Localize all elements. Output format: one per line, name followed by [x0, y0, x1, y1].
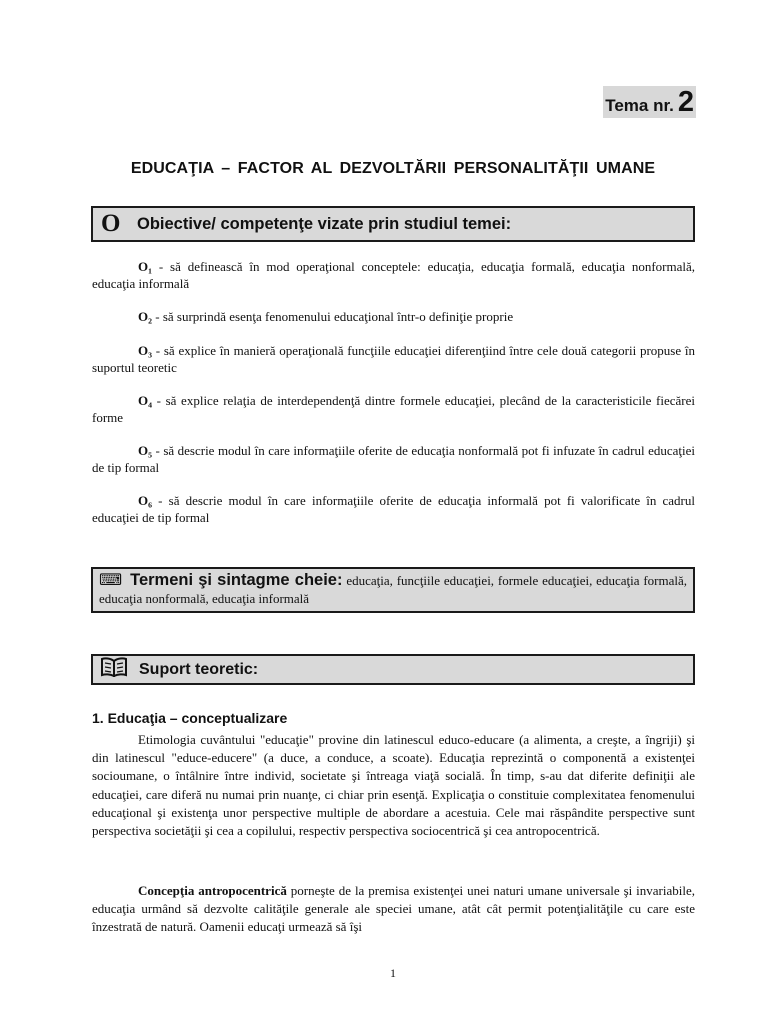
document-title: EDUCAŢIA – FACTOR AL DEZVOLTĂRII PERSONALITĂŢII UMANE	[130, 160, 656, 177]
objective-text: - să definească în mod operaţional conceptele: educaţia, educaţia formală, educaţia nonformală, educaţia informală	[92, 259, 695, 291]
objective-item	[92, 342, 695, 376]
keywords-list: educaţia, funcţiile educaţiei, formele educaţiei, educaţia formală, educaţia nonformală, educaţia informală	[99, 573, 687, 606]
objective-text: - să explice în manieră operaţională funcţiile educaţiei diferenţiind între cele două categorii propuse în suportul teoretic	[92, 343, 695, 375]
objectives-icon: O	[101, 210, 121, 237]
objective-item	[92, 308, 695, 325]
body-paragraph	[92, 882, 695, 937]
support-box	[91, 654, 695, 685]
section-heading: 1. Educaţia – conceptualizare	[92, 710, 288, 726]
body-paragraph	[92, 731, 695, 840]
objectives-box	[91, 206, 695, 242]
objective-item	[92, 392, 695, 426]
objective-item	[92, 442, 695, 476]
objective-text: - să surprindă esenţa fenomenului educaţional într-o definiţie proprie	[152, 309, 514, 324]
objective-item	[92, 492, 695, 526]
topic-number: 2	[677, 86, 694, 118]
paragraph-text: Etimologia cuvântului "educaţie" provine din latinescul educo-educare (a alimenta, a creşte, a îngriji) şi din latinescul "educe-educere" (a duce, a conduce, a scoate). Educaţia reprezintă o componentă a existenţei socioumane, o întâlnire între individ, societate şi întreaga viaţă socială. În timp, s-au dat diferite definiţii ale educaţiei, care diferă nu numai prin nuanţe, ci chiar prin esenţă. Explicaţia o constituie complexitatea fenomenului educaţional şi existenţa unor perspective multiple de abordare a acestuia. Cele mai răspândite perspective sunt perspectiva societăţii şi cea a copilului, respectiv perspectiva sociocentrică şi cea antropocentrică.	[92, 732, 695, 839]
objective-text: - să explice relaţia de interdependenţă dintre formele educaţiei, plecând de la caracteristicile fiecărei forme	[92, 393, 695, 425]
objective-code: O₅	[138, 443, 153, 458]
objective-text: - să descrie modul în care informaţiile oferite de educaţia informală pot fi valorificate în cadrul educaţiei de tip formal	[92, 493, 695, 525]
topic-number-badge	[603, 86, 696, 118]
support-heading: Suport teoretic:	[139, 660, 259, 678]
objectives-heading: Obiective/ competenţe vizate prin studiul temei:	[137, 214, 512, 233]
page-number: 1	[390, 966, 396, 980]
paragraph-emphasis: Concepţia antropocentrică	[138, 883, 287, 898]
objective-code: O₄	[138, 393, 153, 408]
book-icon	[101, 657, 131, 683]
objective-text: - să descrie modul în care informaţiile oferite de educaţia nonformală pot fi infuzate în cadrul educaţiei de tip formal	[92, 443, 695, 475]
objective-code: O₂	[138, 309, 153, 324]
objective-code: O₃	[138, 343, 153, 358]
paragraph-text: porneşte de la premisa existenţei unei naturi umane universale şi invariabile, educaţia urmând să dezvolte calităţile generale ale speciei umane, atât cât permit potenţialităţile cu care este înzestrată de natură. Oamenii educaţi urmează să îşi	[92, 883, 696, 935]
key-icon: ⌨	[99, 572, 123, 589]
keywords-heading: Termeni şi sintagme cheie:	[130, 571, 343, 589]
objective-code: O₆	[138, 493, 153, 508]
topic-label: Tema nr.	[605, 96, 674, 115]
objective-code: O₁	[138, 259, 153, 274]
objective-item	[92, 258, 695, 292]
keywords-box	[91, 567, 695, 613]
